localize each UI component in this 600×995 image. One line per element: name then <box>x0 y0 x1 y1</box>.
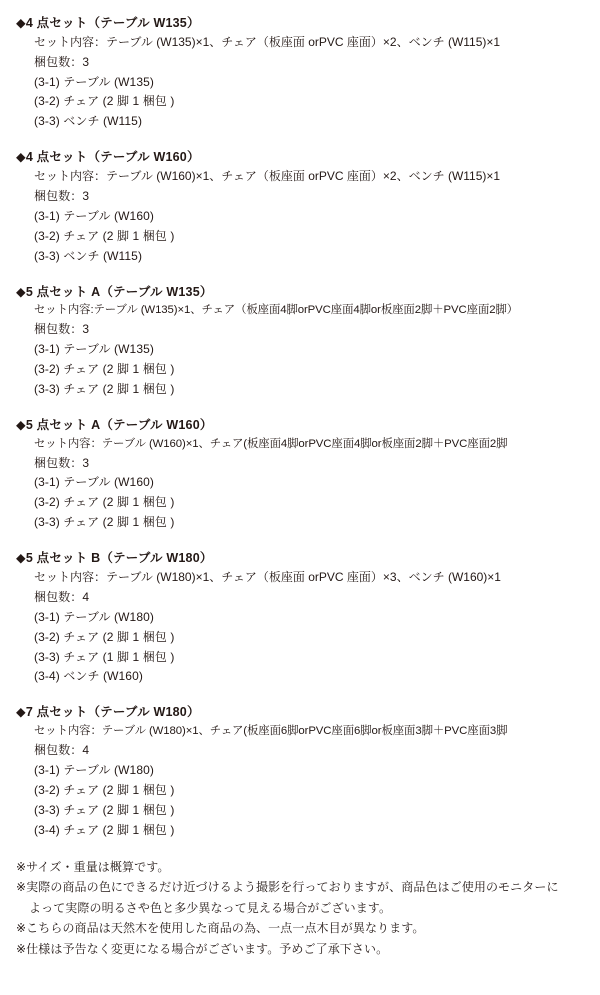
set-contents: セット内容：テーブル (W180)×1、チェア（板座面 orPVC 座面）×3、ベンチ (W160)×1 <box>34 569 501 584</box>
package-item: (3-3) チェア (1 脚 1 梱包 ) <box>34 649 175 664</box>
note-line: ※サイズ・重量は概算です。 <box>16 859 170 874</box>
package-item: (3-2) チェア (2 脚 1 梱包 ) <box>34 495 175 510</box>
note-line: ※実際の商品の色にできるだけ近づけるよう撮影を行っておりますが、商品色はご使用のモニターに <box>16 880 559 895</box>
package-item: (3-3) チェア (2 脚 1 梱包 ) <box>34 381 175 396</box>
package-count: 梱包数：4 <box>34 743 90 758</box>
package-item: (3-1) テーブル (W180) <box>34 609 154 624</box>
package-item: (3-3) チェア (2 脚 1 梱包 ) <box>34 802 175 817</box>
set-title: ◆5 点セット B（テーブル W180） <box>16 551 213 566</box>
note-line: よって実際の明るさや色と多少異なって見える場合がございます。 <box>29 900 392 915</box>
package-item: (3-1) テーブル (W135) <box>34 74 154 89</box>
set-block <box>16 283 584 400</box>
set-contents: セット内容：テーブル (W160)×1、チェア(板座面4脚orPVC座面4脚or板座面2脚＋PVC座面2脚 <box>34 437 508 450</box>
set-title: ◆4 点セット（テーブル W160） <box>16 150 200 165</box>
set-title: ◆4 点セット（テーブル W135） <box>16 16 200 30</box>
package-item: (3-3) ベンチ (W115) <box>34 114 143 129</box>
package-count: 梱包数：3 <box>34 322 90 337</box>
package-item: (3-2) チェア (2 脚 1 梱包 ) <box>34 629 175 644</box>
set-title: ◆5 点セット A（テーブル W160） <box>16 417 213 432</box>
set-contents: セット内容：テーブル (W135)×1、チェア（板座面 orPVC 座面）×2、ベンチ (W115)×1 <box>34 34 501 49</box>
package-item: (3-3) ベンチ (W115) <box>34 248 143 263</box>
package-item: (3-2) チェア (2 脚 1 梱包 ) <box>34 228 175 243</box>
notes-section <box>16 857 584 960</box>
set-title: ◆7 点セット（テーブル W180） <box>16 705 200 720</box>
set-body <box>16 33 584 133</box>
package-item: (3-1) テーブル (W135) <box>34 342 154 357</box>
set-body <box>16 301 584 400</box>
set-block <box>16 416 584 533</box>
set-body <box>16 435 584 534</box>
set-block <box>16 14 584 132</box>
package-item: (3-1) テーブル (W180) <box>34 762 154 777</box>
set-contents: セット内容:テーブル (W135)×1、チェア（板座面4脚orPVC座面4脚or板座面2脚＋PVC座面2脚） <box>34 304 519 317</box>
set-body <box>16 167 584 267</box>
package-count: 梱包数：3 <box>34 455 90 470</box>
set-block <box>16 703 584 840</box>
package-item: (3-2) チェア (2 脚 1 梱包 ) <box>34 362 175 377</box>
package-count: 梱包数：4 <box>34 589 90 604</box>
set-contents: セット内容：テーブル (W160)×1、チェア（板座面 orPVC 座面）×2、ベンチ (W115)×1 <box>34 169 501 184</box>
set-block <box>16 148 584 266</box>
package-item: (3-2) チェア (2 脚 1 梱包 ) <box>34 94 175 109</box>
package-item: (3-2) チェア (2 脚 1 梱包 ) <box>34 782 175 797</box>
package-item: (3-1) テーブル (W160) <box>34 208 154 223</box>
package-item: (3-4) チェア (2 脚 1 梱包 ) <box>34 822 175 837</box>
set-contents: セット内容：テーブル (W180)×1、チェア(板座面6脚orPVC座面6脚or板座面3脚＋PVC座面3脚 <box>34 725 508 738</box>
package-count: 梱包数：3 <box>34 54 90 69</box>
set-block <box>16 549 584 687</box>
package-item: (3-4) ベンチ (W160) <box>34 669 143 684</box>
note-line: ※仕様は予告なく変更になる場合がございます。予めご了承下さい。 <box>16 942 389 957</box>
package-item: (3-3) チェア (2 脚 1 梱包 ) <box>34 515 175 530</box>
package-count: 梱包数：3 <box>34 188 90 203</box>
set-body <box>16 722 584 840</box>
note-line: ※こちらの商品は天然木を使用した商品の為、一点一点木目が異なります。 <box>16 921 425 936</box>
set-body <box>16 568 584 687</box>
package-item: (3-1) テーブル (W160) <box>34 475 154 490</box>
set-title: ◆5 点セット A（テーブル W135） <box>16 284 213 299</box>
